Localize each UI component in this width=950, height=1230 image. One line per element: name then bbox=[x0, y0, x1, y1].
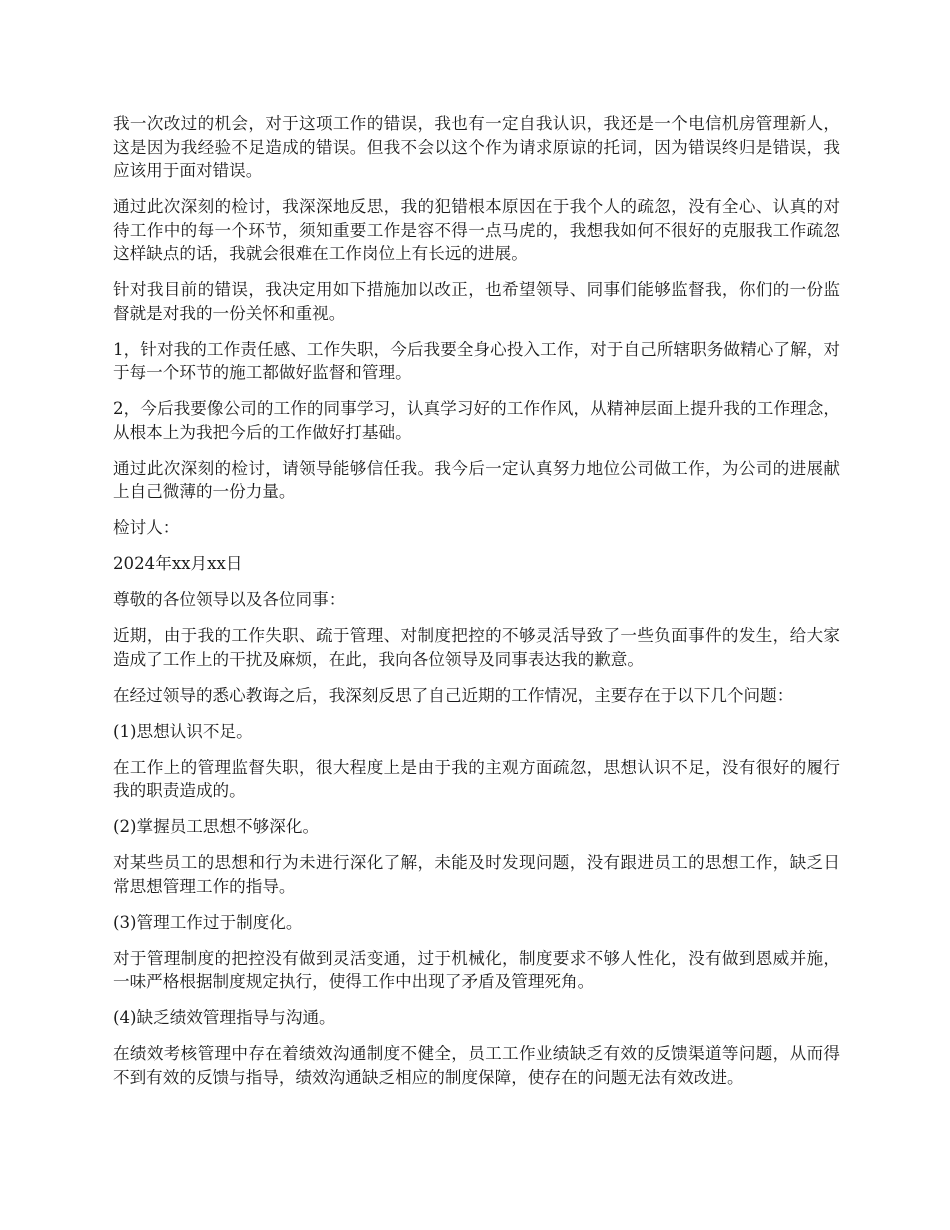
signature-label: 检讨人： bbox=[113, 518, 180, 537]
document-body bbox=[113, 112, 840, 1102]
paragraph-4: 1，针对我的工作责任感、工作失职，今后我要全身心投入工作，对于自己所辖职务做精心了解，对于每一个环节的施工都做好监督和管理。 bbox=[113, 339, 840, 382]
paragraph-15: 对某些员工的思想和行为未进行深化了解，未能及时发现问题，没有跟进员工的思想工作，缺乏日常思想管理工作的指导。 bbox=[113, 853, 840, 896]
paragraph-3: 针对我目前的错误，我决定用如下措施加以改正，也希望领导、同事们能够监督我，你们的一份监督就是对我的一份关怀和重视。 bbox=[113, 280, 840, 323]
paragraph-19: 在绩效考核管理中存在着绩效沟通制度不健全，员工工作业绩缺乏有效的反馈渠道等问题，从而得不到有效的反馈与指导，绩效沟通缺乏相应的制度保障，使存在的问题无法有效改进。 bbox=[113, 1044, 840, 1087]
paragraph-17: 对于管理制度的把控没有做到灵活变通，过于机械化，制度要求不够人性化，没有做到恩威并施，一味严格根据制度规定执行，使得工作中出现了矛盾及管理死角。 bbox=[113, 948, 840, 991]
section-heading-3: (3)管理工作过于制度化。 bbox=[113, 912, 303, 932]
paragraph-6: 通过此次深刻的检讨，请领导能够信任我。我今后一定认真努力地位公司做工作，为公司的进展献上自己微薄的一份力量。 bbox=[113, 458, 840, 501]
paragraph-1: 我一次改过的机会，对于这项工作的错误，我也有一定自我认识，我还是一个电信机房管理新人，这是因为我经验不足造成的错误。但我不会以这个作为请求原谅的托词，因为错误终归是错误，我应该用于面对错误。 bbox=[113, 114, 840, 180]
paragraph-11: 在经过领导的悉心教诲之后，我深刻反思了自己近期的工作情况，主要存在于以下几个问题： bbox=[113, 685, 794, 705]
paragraph-2: 通过此次深刻的检讨，我深深地反思，我的犯错根本原因在于我个人的疏忽，没有全心、认真的对待工作中的每一个环节，须知重要工作是容不得一点马虎的，我想我如何不很好的克服我工作疏忽这样缺点的话，我就会很难在工作岗位上有长远的进展。 bbox=[113, 197, 840, 263]
paragraph-13: 在工作上的管理监督失职，很大程度上是由于我的主观方面疏忽，思想认识不足，没有很好的履行我的职责造成的。 bbox=[113, 757, 840, 800]
paragraph-10: 近期，由于我的工作失职、疏于管理、对制度把控的不够灵活导致了一些负面事件的发生，给大家造成了工作上的干扰及麻烦，在此，我向各位领导及同事表达我的歉意。 bbox=[113, 626, 840, 669]
section-heading-2: (2)掌握员工思想不够深化。 bbox=[113, 817, 320, 836]
paragraph-5: 2，今后我要像公司的工作的同事学习，认真学习好的工作作风，从精神层面上提升我的工作理念，从根本上为我把今后的工作做好打基础。 bbox=[113, 399, 840, 442]
section-heading-4: (4)缺乏绩效管理指导与沟通。 bbox=[113, 1008, 336, 1027]
section-heading-1: (1)思想认识不足。 bbox=[113, 721, 253, 741]
date-line: 2024年xx月xx日 bbox=[113, 554, 243, 573]
salutation: 尊敬的各位领导以及各位同事： bbox=[113, 590, 346, 609]
